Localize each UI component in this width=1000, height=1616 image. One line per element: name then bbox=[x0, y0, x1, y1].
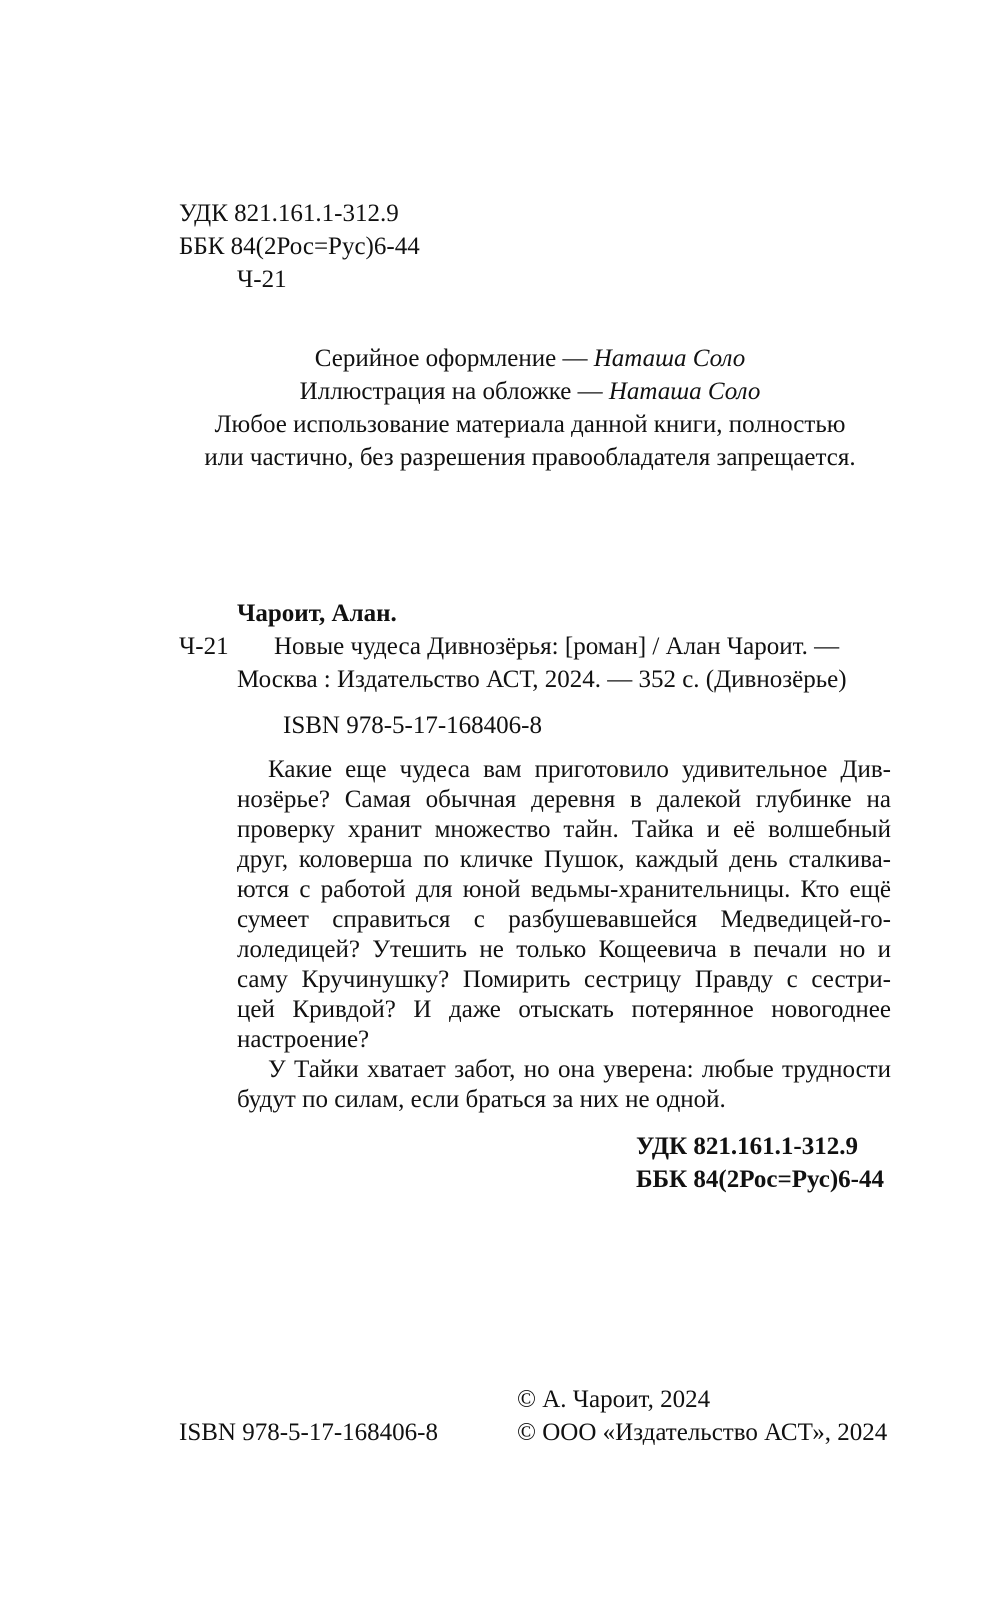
annotation-line: проверку хранит множество тайн. Тайка и её волшебный bbox=[237, 816, 891, 843]
annotation-line: У Тайки хватает забот, но она уверена: любые трудности bbox=[268, 1056, 891, 1083]
annotation-line: будут по силам, если браться за них не одной. bbox=[237, 1086, 726, 1113]
bbk-code-bottom: ББК 84(2Рос=Рус)6-44 bbox=[636, 1166, 884, 1193]
annotation-line: цей Кривдой? И даже отыскать потерянное новогоднее bbox=[237, 996, 891, 1023]
copyright-publisher: © ООО «Издательство АСТ», 2024 bbox=[517, 1419, 888, 1446]
annotation-line: лоледицей? Утешить не только Кощеевича в печали но и bbox=[237, 936, 891, 963]
catalog-author: Чароит, Алан. bbox=[237, 600, 397, 627]
catalog-isbn: ISBN 978-5-17-168406-8 bbox=[283, 712, 543, 739]
annotation-line: нозёрье? Самая обычная деревня в далекой глубинке на bbox=[237, 786, 891, 813]
annotation-line: Какие еще чудеса вам приготовило удивительное Див- bbox=[268, 756, 891, 783]
udk-code: УДК 821.161.1-312.9 bbox=[179, 200, 399, 227]
copyright-author: © А. Чароит, 2024 bbox=[517, 1386, 711, 1413]
series-design-credit bbox=[0, 344, 1000, 374]
annotation-line: ются с работой для юной ведьмы-хранительницы. Кто ещё bbox=[237, 876, 891, 903]
catalog-title-line-1: Новые чудеса Дивнозёрья: [роман] / Алан Чароит. — bbox=[274, 633, 840, 660]
author-mark: Ч-21 bbox=[237, 266, 287, 293]
cover-art-name: Наташа Соло bbox=[608, 378, 761, 405]
rights-notice-line-2: или частично, без разрешения правообладателя запрещается. bbox=[204, 444, 856, 471]
annotation-line: сумеет справиться с разбушевавшейся Медведицей-го- bbox=[237, 906, 891, 933]
series-design-label: Серийное оформление — bbox=[314, 345, 594, 372]
series-design-name: Наташа Соло bbox=[593, 345, 746, 372]
catalog-author-mark: Ч-21 bbox=[179, 633, 229, 660]
bbk-code: ББК 84(2Рос=Рус)6-44 bbox=[179, 233, 420, 260]
annotation-line: друг, коловерша по кличке Пушок, каждый день сталкива- bbox=[237, 846, 891, 873]
annotation-line: саму Кручинушку? Помирить сестрицу Правду с сестри- bbox=[237, 966, 891, 993]
catalog-title-line-2: Москва : Издательство АСТ, 2024. — 352 с. (Дивнозёрье) bbox=[237, 666, 847, 693]
rights-notice-line-1: Любое использование материала данной книги, полностью bbox=[214, 411, 846, 438]
footer-isbn: ISBN 978-5-17-168406-8 bbox=[179, 1419, 439, 1446]
cover-art-credit bbox=[0, 377, 1000, 407]
udk-code-bottom: УДК 821.161.1-312.9 bbox=[636, 1133, 858, 1160]
annotation-line: настроение? bbox=[237, 1026, 370, 1053]
cover-art-label: Иллюстрация на обложке — bbox=[299, 378, 609, 405]
